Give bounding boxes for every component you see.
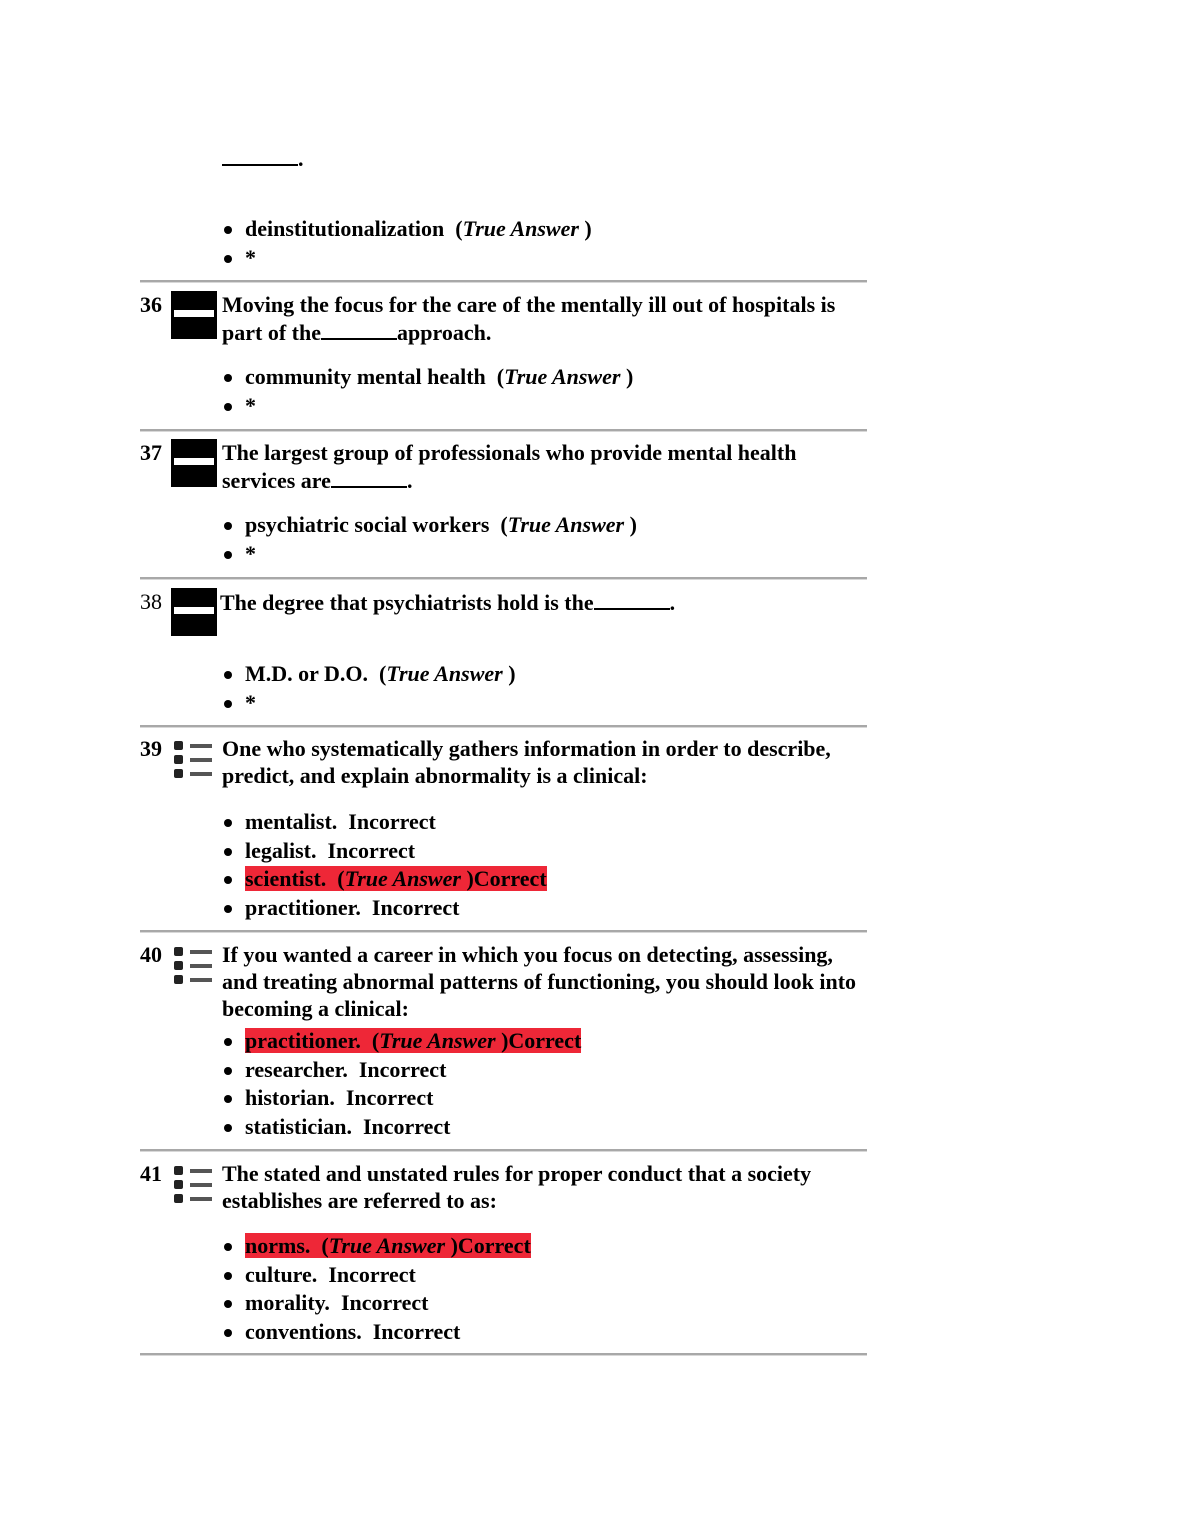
answer-option-text: historian. [245, 1085, 335, 1111]
answer-blank [594, 588, 670, 610]
question-text: The degree that psychiatrists hold is the . [220, 590, 676, 615]
answer-option [222, 1261, 531, 1290]
multiple-choice-icon [173, 1164, 215, 1214]
answer-options [222, 1027, 581, 1141]
question-text: If you wanted a career in which you focus on detecting, assessing, and treating abnormal patterns of functioning, you should look into becoming a clinical: [222, 942, 857, 1021]
answer-option-text: * [245, 392, 256, 418]
answer-option [222, 392, 633, 421]
answer-option [222, 540, 637, 569]
answer-option [222, 660, 516, 689]
incorrect-label: Incorrect [327, 837, 416, 863]
answer-option-text: morality. [245, 1290, 330, 1316]
correct-answer-highlight: practitioner. (True Answer )Correct [245, 1028, 582, 1053]
question-number: 38 [140, 589, 162, 614]
answer-blank [222, 144, 298, 166]
multiple-choice-icon [173, 739, 215, 789]
bullet-icon [224, 1095, 232, 1103]
bullet-icon [224, 522, 232, 530]
bullet-icon [224, 876, 232, 884]
true-answer-label: True Answer [379, 1028, 496, 1053]
divider [140, 577, 867, 580]
question-number: 40 [140, 942, 162, 967]
question-36 [140, 291, 868, 426]
fill-in-blank-icon [171, 588, 217, 636]
divider [140, 429, 867, 432]
incorrect-label: Incorrect [372, 1318, 461, 1344]
answer-options [222, 215, 592, 272]
answer-blank [331, 466, 407, 488]
answer-option-content [245, 1262, 416, 1287]
answer-option-text: community mental health [245, 364, 486, 389]
answer-option-text: researcher. [245, 1056, 348, 1082]
bullet-icon [224, 1124, 232, 1132]
answer-option-content [245, 1290, 429, 1315]
answer-option-text: norms. [245, 1233, 311, 1258]
divider [140, 1149, 867, 1152]
answer-option-content [245, 245, 256, 270]
divider [140, 930, 867, 933]
answer-option-text: * [245, 689, 256, 715]
answer-option [222, 1056, 581, 1085]
answer-option-content [245, 541, 256, 566]
question-tail-punctuation: . [298, 146, 304, 171]
answer-option-text: legalist. [245, 837, 317, 863]
answer-option [222, 1113, 581, 1142]
answer-option [222, 837, 547, 866]
answer-option-content [245, 1085, 433, 1110]
fill-in-blank-icon [171, 439, 217, 487]
incorrect-label: Incorrect [348, 809, 436, 834]
answer-option-text: * [245, 244, 256, 270]
bullet-icon [224, 255, 232, 263]
answer-option [222, 511, 637, 540]
answer-options [222, 511, 637, 568]
answer-option-content [245, 895, 459, 920]
question-number: 41 [140, 1161, 162, 1186]
answer-option-content [245, 393, 256, 418]
answer-option-text: deinstitutionalization [245, 216, 445, 241]
answer-option-content [245, 1114, 451, 1139]
answer-option-text: * [245, 540, 256, 566]
bullet-icon [224, 403, 232, 411]
correct-answer-highlight: norms. (True Answer )Correct [245, 1233, 531, 1258]
bullet-icon [224, 848, 232, 856]
answer-options [222, 1232, 531, 1346]
answer-option-content [245, 690, 256, 715]
incorrect-label: Incorrect [371, 894, 460, 920]
answer-option [222, 244, 592, 273]
answer-option-content: M.D. or D.O. (True Answer ) [245, 661, 516, 686]
answer-option-text: scientist. [245, 866, 327, 892]
question-number: 37 [140, 440, 162, 465]
answer-option-text: culture. [245, 1261, 318, 1287]
question-39 [140, 735, 868, 925]
question-text: The largest group of professionals who provide mental health services are . [222, 440, 797, 493]
answer-option [222, 363, 633, 392]
question-35-fragment [140, 140, 868, 270]
answer-option-text: psychiatric social workers [245, 512, 490, 537]
true-answer-label: True Answer [344, 866, 461, 892]
answer-option-text: practitioner. [245, 1028, 361, 1053]
answer-option-content: deinstitutionalization (True Answer ) [245, 216, 592, 241]
question-number: 39 [140, 736, 162, 761]
answer-option [222, 1318, 531, 1347]
answer-option-content [245, 838, 415, 863]
bullet-icon [224, 1272, 232, 1280]
question-text: One who systematically gathers information in order to describe, predict, and explain abnormality is a clinical: [222, 736, 831, 788]
question-40 [140, 941, 868, 1146]
incorrect-label: Incorrect [345, 1085, 434, 1111]
answer-option [222, 689, 516, 718]
divider [140, 280, 867, 283]
answer-option-content: community mental health (True Answer ) [245, 364, 634, 389]
bullet-icon [224, 1067, 232, 1075]
incorrect-label: Incorrect [362, 1113, 451, 1139]
answer-option-text: conventions. [245, 1318, 362, 1344]
correct-label: Correct [473, 866, 547, 892]
answer-option [222, 865, 547, 894]
incorrect-label: Incorrect [358, 1056, 447, 1082]
divider [140, 1353, 867, 1356]
bullet-icon [224, 374, 232, 382]
divider [140, 725, 867, 728]
true-answer-label: True Answer [328, 1233, 446, 1258]
true-answer-label: True Answer [507, 512, 625, 537]
answer-option [222, 808, 547, 837]
answer-option [222, 215, 592, 244]
true-answer-label: True Answer [504, 364, 621, 389]
answer-option-text: statistician. [245, 1113, 352, 1139]
answer-option [222, 1027, 581, 1056]
fill-in-blank-icon [171, 291, 217, 339]
incorrect-label: Incorrect [328, 1261, 416, 1287]
answer-options [222, 363, 633, 420]
answer-option-content [245, 1057, 446, 1082]
answer-option-content: psychiatric social workers (True Answer ) [245, 512, 637, 537]
bullet-icon [224, 905, 232, 913]
answer-option [222, 1289, 531, 1318]
answer-option-text: mentalist. [245, 809, 338, 834]
multiple-choice-icon [173, 945, 215, 995]
true-answer-label: True Answer [462, 216, 579, 241]
bullet-icon [224, 226, 232, 234]
bullet-icon [224, 1243, 232, 1251]
incorrect-label: Incorrect [340, 1290, 429, 1316]
answer-option-content [245, 809, 436, 834]
answer-option [222, 894, 547, 923]
bullet-icon [224, 551, 232, 559]
question-text: The stated and unstated rules for proper conduct that a society establishes are referred to as: [222, 1161, 812, 1213]
question-38 [140, 588, 868, 723]
answer-option-text: M.D. or D.O. [245, 661, 369, 686]
question-37 [140, 439, 868, 574]
answer-option [222, 1232, 531, 1261]
question-number: 36 [140, 292, 162, 317]
answer-option-content [245, 1319, 460, 1344]
answer-options [222, 808, 547, 922]
question-35-text-tail [222, 144, 862, 172]
correct-label: Correct [508, 1028, 582, 1053]
answer-option [222, 1084, 581, 1113]
correct-label: Correct [457, 1233, 531, 1258]
bullet-icon [224, 671, 232, 679]
bullet-icon [224, 1300, 232, 1308]
bullet-icon [224, 700, 232, 708]
question-text: Moving the focus for the care of the mentally ill out of hospitals is part of the approach. [222, 292, 836, 345]
answer-blank [321, 318, 397, 340]
question-41 [140, 1160, 868, 1350]
correct-answer-highlight: scientist. (True Answer )Correct [245, 866, 547, 892]
bullet-icon [224, 1329, 232, 1337]
answer-option-text: practitioner. [245, 894, 361, 920]
bullet-icon [224, 819, 232, 827]
true-answer-label: True Answer [386, 661, 503, 686]
bullet-icon [224, 1038, 232, 1046]
answer-options [222, 660, 516, 717]
